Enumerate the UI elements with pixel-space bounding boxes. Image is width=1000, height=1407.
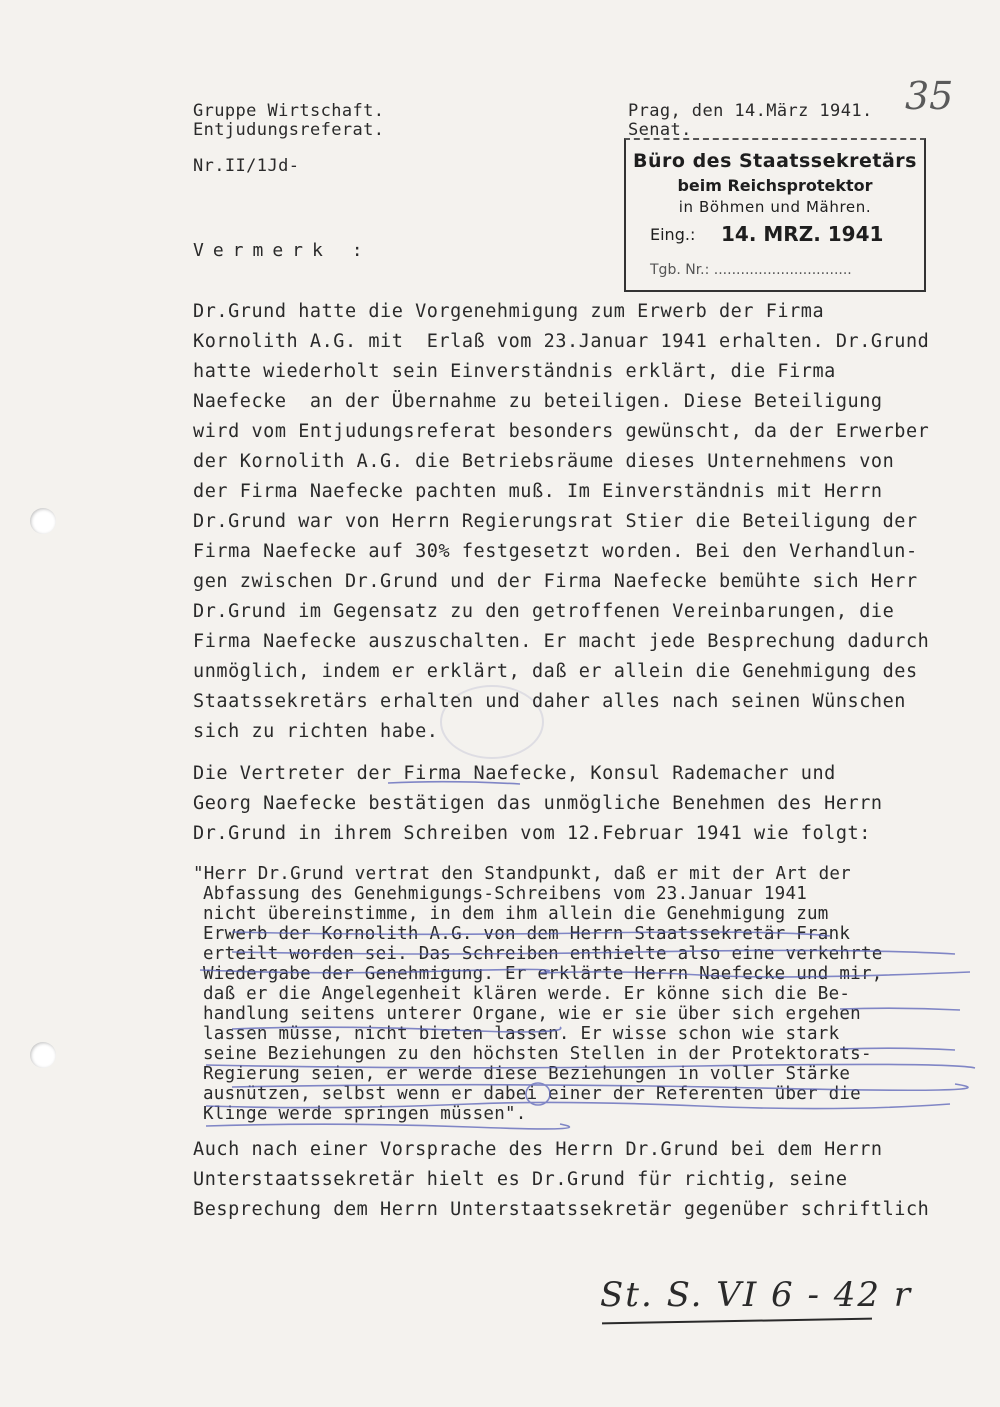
quote-line: erteilt worden sei. Das Schreiben enthielte also eine verkehrte xyxy=(203,944,883,964)
stamp-tgb-number: Tgb. Nr.: ............................... xyxy=(650,262,852,278)
text-line: sich zu richten habe. xyxy=(193,721,439,742)
text-line: Firma Naefecke auf 30% festgesetzt worden. Bei den Verhandlun- xyxy=(193,541,918,562)
header-department: Entjudungsreferat. xyxy=(193,120,385,140)
stamp-eing-date: 14. MRZ. 1941 xyxy=(721,222,884,246)
text-line: Auch nach einer Vorsprache des Herrn Dr.Grund bei dem Herrn xyxy=(193,1139,883,1160)
quote-line: handlung seitens unterer Organe, wie er sie über sich ergehen xyxy=(203,1004,861,1024)
text-line: Besprechung dem Herrn Unterstaatssekretär gegenüber schriftlich xyxy=(193,1199,930,1220)
text-line: hatte wiederholt sein Einverständnis erklärt, die Firma xyxy=(193,361,836,382)
quote-line: seine Beziehungen zu den höchsten Stellen in der Protektorats- xyxy=(203,1044,872,1064)
text-line: Staatssekretärs erhalten und daher alles nach seinen Wünschen xyxy=(193,691,906,712)
quote-line: Wiedergabe der Genehmigung. Er erklärte Herrn Naefecke und mir, xyxy=(203,964,883,984)
quote-line: daß er die Angelegenheit klären werde. Er könne sich die Be- xyxy=(203,984,851,1004)
text-line: Unterstaatssekretär hielt es Dr.Grund für richtig, seine xyxy=(193,1169,848,1190)
text-line: Georg Naefecke bestätigen das unmögliche Benehmen des Herrn xyxy=(193,793,883,814)
text-line: gen zwischen Dr.Grund und der Firma Naefecke bemühte sich Herr xyxy=(193,571,918,592)
text-line: Firma Naefecke auszuschalten. Er macht jede Besprechung dadurch xyxy=(193,631,930,652)
quote-line: Regierung seien, er werde diese Beziehungen in voller Stärke xyxy=(203,1064,851,1084)
header-group: Gruppe Wirtschaft. xyxy=(193,101,385,121)
quote-line: Erwerb der Kornolith A.G. von dem Herrn Staatssekretär Frank xyxy=(203,924,851,944)
stamp-authority: beim Reichsprotektor xyxy=(677,176,873,195)
text-line: Dr.Grund in ihrem Schreiben vom 12.Februar 1941 wie folgt: xyxy=(193,823,871,844)
quote-line: nicht übereinstimme, in dem ihm allein die Genehmigung zum xyxy=(203,904,829,924)
stamp-eing-label: Eing.: xyxy=(650,225,696,244)
text-line: Dr.Grund hatte die Vorgenehmigung zum Erwerb der Firma xyxy=(193,301,825,322)
quote-line: lassen müsse, nicht bieten lassen. Er wisse schon wie stark xyxy=(203,1024,840,1044)
text-line: der Kornolith A.G. die Betriebsräume dieses Unternehmens von xyxy=(193,451,895,472)
text-line: Kornolith A.G. mit Erlaß vom 23.Januar 1941 erhalten. Dr.Grund xyxy=(193,331,930,352)
header-senat: Senat. xyxy=(628,120,692,140)
quote-line: Abfassung des Genehmigungs-Schreibens vom 23.Januar 1941 xyxy=(203,884,808,904)
quote-line: Klinge werde springen müssen". xyxy=(203,1104,527,1124)
text-line: Dr.Grund war von Herrn Regierungsrat Stier die Beteiligung der xyxy=(193,511,918,532)
text-line: unmöglich, indem er erklärt, daß er allein die Genehmigung des xyxy=(193,661,918,682)
quote-line: ausnützen, selbst wenn er dabei einer der Referenten über die xyxy=(203,1084,861,1104)
stamp-region: in Böhmen und Mähren. xyxy=(678,198,872,216)
quote-line: "Herr Dr.Grund vertrat den Standpunkt, daß er mit der Art der xyxy=(193,864,851,884)
text-line: wird vom Entjudungsreferat besonders gewünscht, da der Erwerber xyxy=(193,421,930,442)
text-line: Dr.Grund im Gegensatz zu den getroffenen Vereinbarungen, die xyxy=(193,601,895,622)
document-title: Vermerk : xyxy=(193,240,372,261)
header-place-date: Prag, den 14.März 1941. xyxy=(628,101,873,121)
handwritten-file-mark: St. S. VI 6 - 42 r xyxy=(600,1275,913,1315)
header-reference-number: Nr.II/1Jd- xyxy=(193,156,300,176)
text-line: Die Vertreter der Firma Naefecke, Konsul Rademacher und xyxy=(193,763,836,784)
text-line: der Firma Naefecke pachten muß. Im Einverständnis mit Herrn xyxy=(193,481,883,502)
handwritten-page-number: 35 xyxy=(905,74,954,118)
stamp-office: Büro des Staatssekretärs xyxy=(633,150,917,172)
text-line: Naefecke an der Übernahme zu beteiligen. Diese Beteiligung xyxy=(193,391,883,412)
